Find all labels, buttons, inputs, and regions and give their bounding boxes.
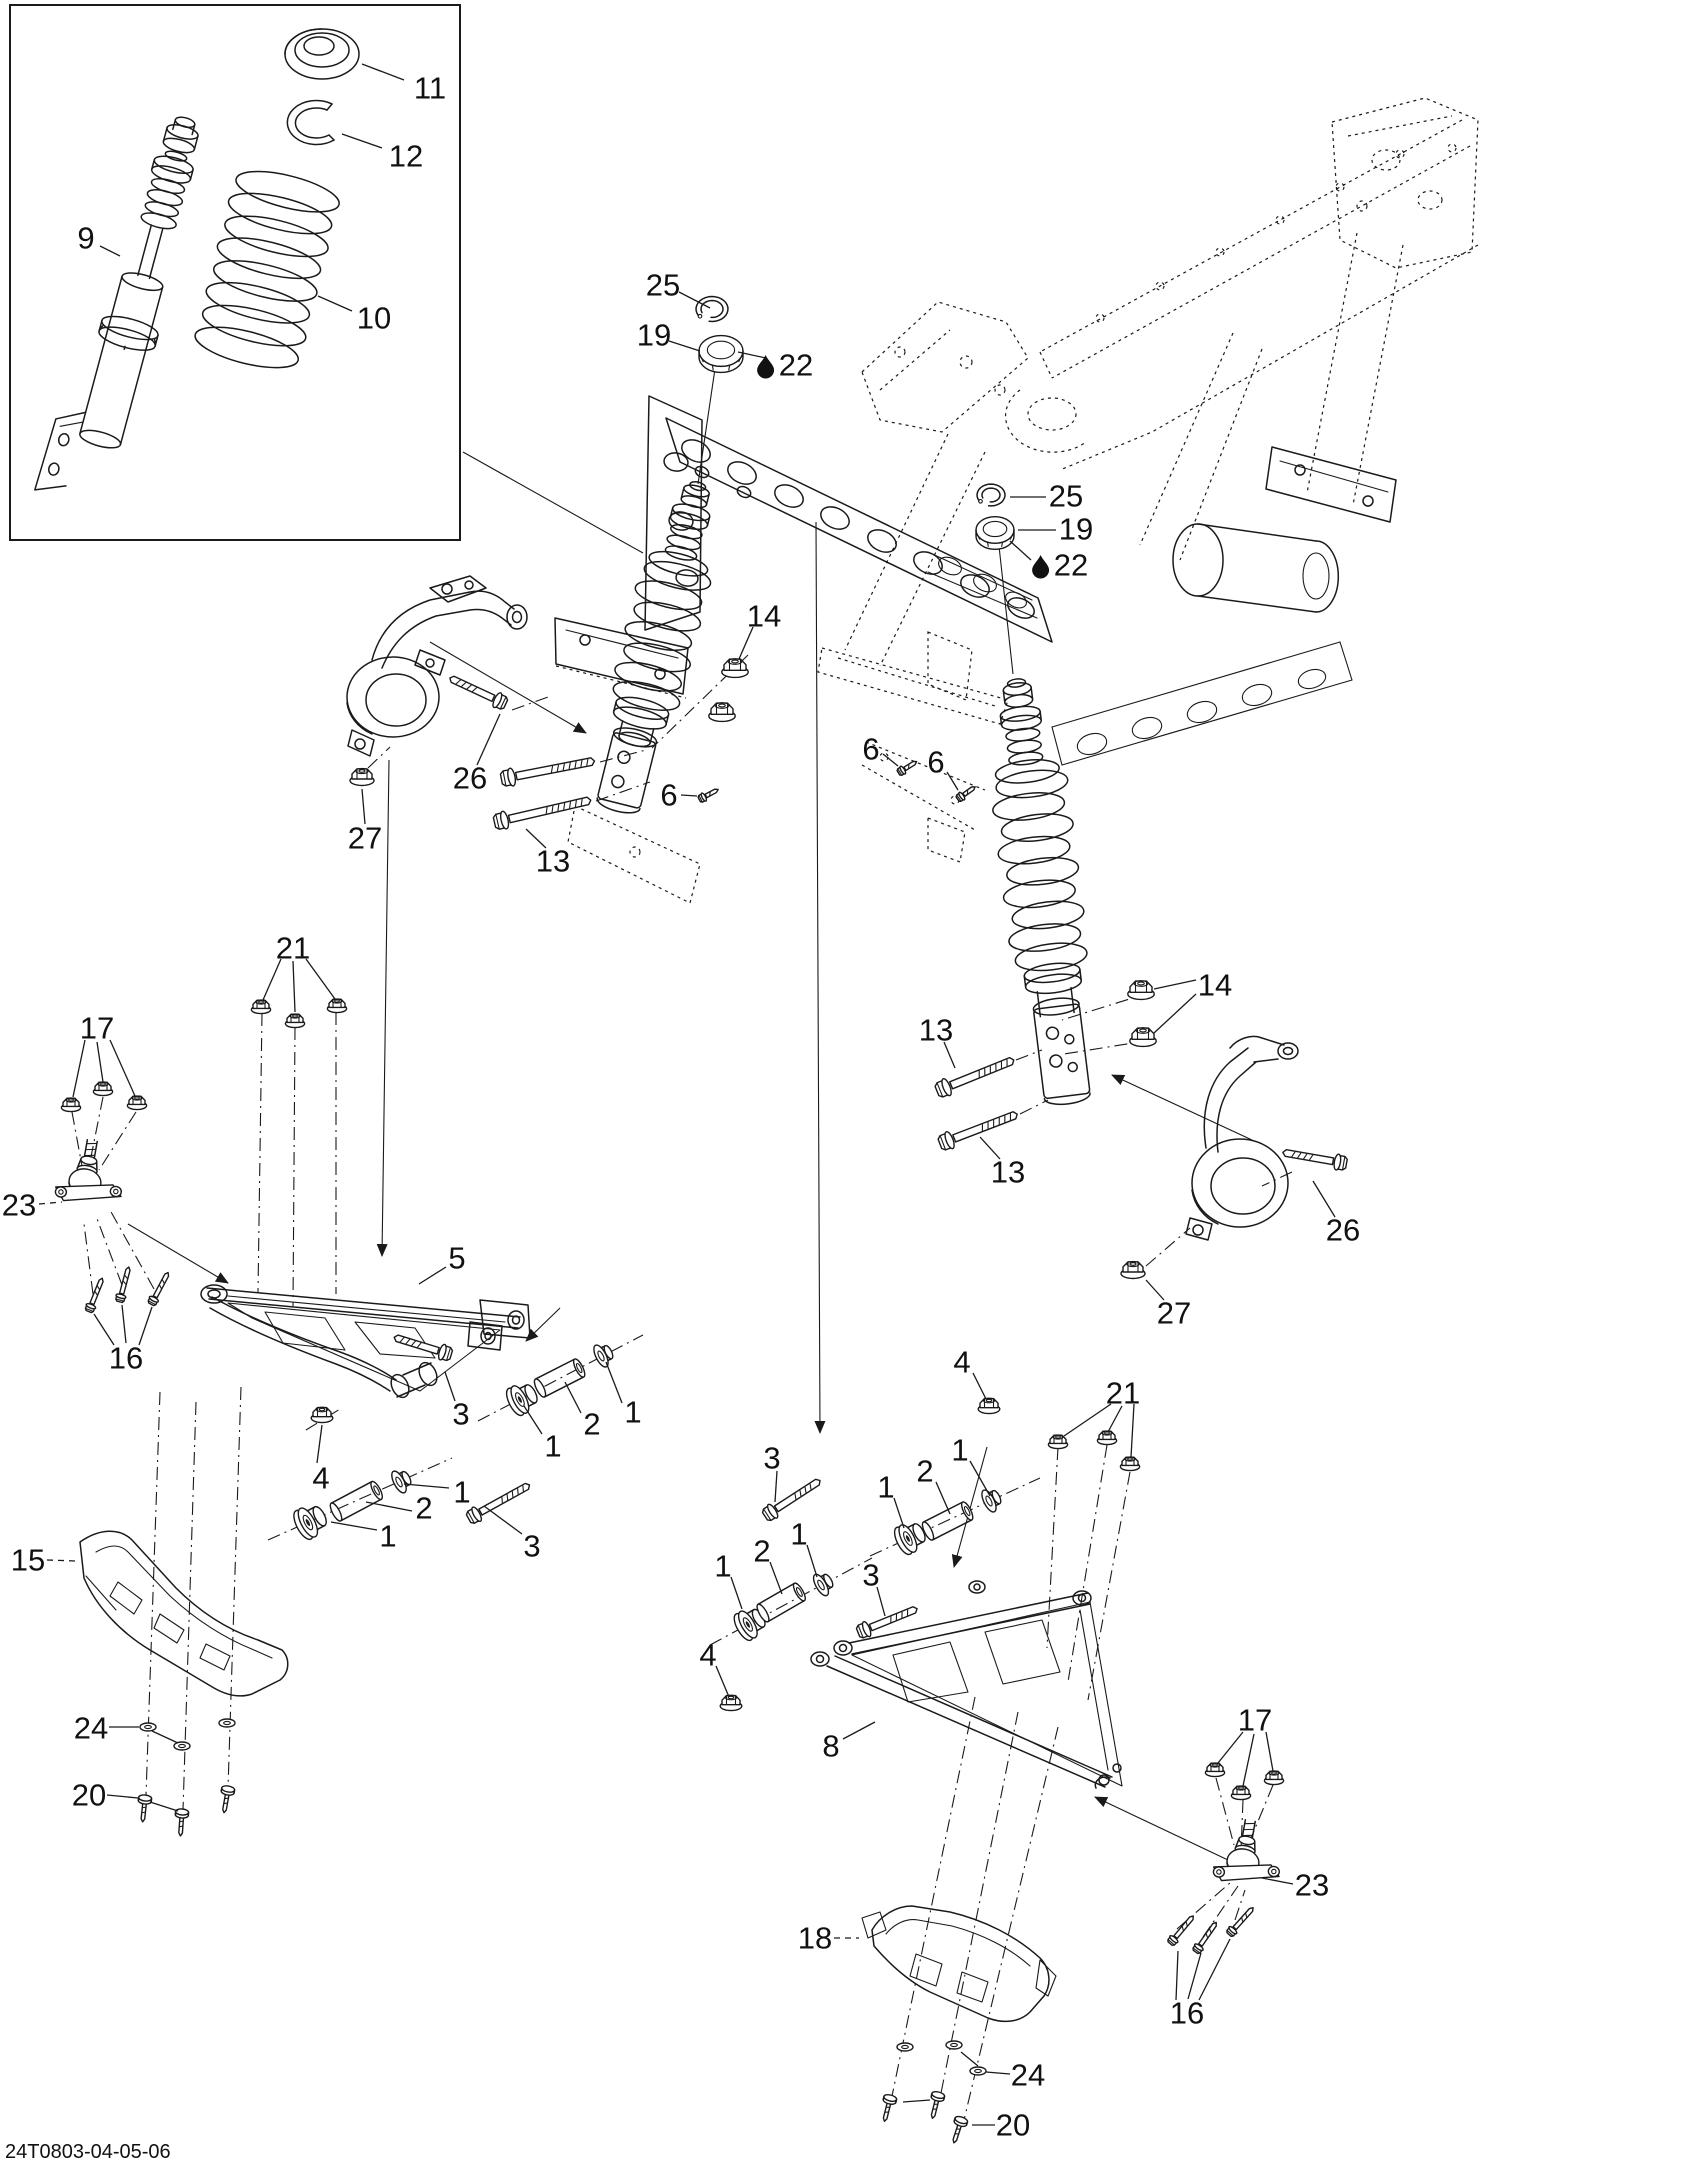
right-shock-assembly [977,674,1107,1108]
flange-nut [350,768,374,785]
flange-nut [1120,1457,1139,1471]
flange-bolt [1166,1913,1197,1947]
right-steering-knuckle [1186,1036,1298,1240]
screw [136,1794,152,1822]
callout-1: 1 [379,1518,397,1554]
callout-1: 1 [453,1474,471,1510]
callout-23: 23 [1,1187,37,1223]
inset-coil-spring [191,163,342,376]
callout-26: 26 [452,760,488,796]
flange-nut [311,1407,333,1422]
washer [970,2067,986,2075]
callout-11: 11 [413,70,447,106]
inset-retaining-ring [287,101,334,145]
bushing-sleeve [755,1582,808,1624]
callout-14: 14 [1197,967,1233,1003]
flange-bolt [446,671,509,712]
callout-24: 24 [1010,2057,1046,2093]
callout-8: 8 [822,1728,840,1764]
callout-20: 20 [71,1777,107,1813]
screw [174,1809,189,1837]
callout-3: 3 [763,1440,781,1476]
screw [878,2094,897,2123]
callout-21: 21 [275,930,311,966]
flange-nut [1128,981,1154,1000]
callout-4: 4 [699,1637,717,1673]
flange-bolt [896,758,919,777]
flange-bolt [147,1270,173,1306]
callout-1: 1 [951,1432,969,1468]
callout-1: 1 [877,1469,895,1505]
flange-bolt [934,1052,1018,1100]
flange-nut [1205,1763,1224,1777]
callout-6: 6 [927,744,945,780]
bushing-cup [290,1500,331,1542]
callout-26: 26 [1325,1212,1361,1248]
flange-bolt [955,783,978,803]
flange-bolt [500,752,596,788]
callout-23: 23 [1294,1867,1330,1903]
flange-nut [285,1014,304,1028]
flange-nut [978,1398,1000,1413]
left-steering-knuckle [347,576,527,756]
screw [218,1785,235,1814]
right-skid-plate [862,1906,1056,2021]
washer [219,1719,235,1727]
callout-6: 6 [660,777,678,813]
ball-joint [1212,1816,1288,1890]
callout-17: 17 [1237,1702,1273,1738]
callout-18: 18 [797,1920,833,1956]
bushing-washer [389,1466,415,1495]
callout-22: 22 [778,347,814,383]
flange-nut [127,1096,146,1110]
flange-bolt [937,1106,1021,1152]
left-lower-a-arm [201,1285,530,1400]
flange-bolt [1225,1904,1257,1937]
inset-spring-cap [285,29,359,79]
callout-2: 2 [415,1490,433,1526]
washer [897,2043,913,2051]
callout-22: 22 [1053,547,1089,583]
flange-nut [251,1000,270,1014]
bushing-sleeve [328,1480,384,1523]
screw [948,2115,969,2145]
flange-bolt [1191,1920,1220,1955]
bushing-washer [979,1485,1005,1514]
callout-6: 6 [862,731,880,767]
callout-3: 3 [452,1396,470,1432]
ball-joint [54,1136,130,1210]
callout-2: 2 [583,1406,601,1442]
left-skid-plate [80,1531,288,1696]
flange-nut [327,999,346,1013]
flange-nut [722,659,748,678]
flange-nut [1130,1028,1156,1047]
flange-nut [720,1695,742,1710]
inset-shock-absorber [35,105,214,510]
construction-lines [72,362,1292,2120]
lock-nut [699,336,743,373]
flange-nut [1097,1431,1116,1445]
callout-13: 13 [535,843,571,879]
callout-16: 16 [108,1340,144,1376]
callout-14: 14 [746,598,782,634]
flange-nut [1231,1786,1250,1800]
callout-25: 25 [1048,478,1084,514]
flange-nut [1264,1771,1283,1785]
flange-bolt [697,786,720,804]
flange-bolt [115,1266,134,1303]
frame-front-structure [555,396,1396,765]
flange-nut [709,703,735,722]
bushing-washer [591,1340,617,1369]
screw [926,2091,945,2120]
callouts [2,64,1360,2143]
snap-ring [977,484,1005,506]
callout-10: 10 [356,300,392,336]
callout-1: 1 [714,1548,732,1584]
callout-9: 9 [77,220,95,256]
flange-nut [1121,1261,1145,1278]
washer [140,1723,156,1731]
oil-drop-icon [1032,555,1049,579]
callout-4: 4 [312,1460,330,1496]
callout-16: 16 [1169,1995,1205,2031]
lock-nut [976,517,1014,550]
callout-17: 17 [79,1010,115,1046]
callout-27: 27 [347,820,383,856]
flange-bolt [465,1478,534,1526]
callout-13: 13 [918,1012,954,1048]
inset-border [10,5,460,540]
callout-20: 20 [995,2107,1031,2143]
callout-3: 3 [523,1528,541,1564]
flange-nut [1048,1435,1067,1449]
snap-ring [696,297,728,322]
drawing-number: 24T0803-04-05-06 [5,2141,171,2163]
callout-21: 21 [1105,1375,1141,1411]
washer [174,1742,190,1750]
callout-2: 2 [916,1453,934,1489]
callout-19: 19 [1058,511,1094,547]
bushing-washer [811,1569,837,1598]
bushing-sleeve [532,1357,587,1398]
callout-12: 12 [388,138,424,174]
flange-bolt [492,791,592,831]
left-shock-assembly [582,473,734,819]
flange-bolt [84,1276,107,1313]
callout-1: 1 [790,1516,808,1552]
flange-bolt [1281,1145,1347,1172]
callout-1: 1 [544,1428,562,1464]
callout-27: 27 [1156,1295,1192,1331]
callout-15: 15 [10,1542,46,1578]
callout-1: 1 [624,1394,642,1430]
callout-2: 2 [753,1533,771,1569]
callout-24: 24 [73,1710,109,1746]
callout-19: 19 [636,317,672,353]
callout-13: 13 [990,1154,1026,1190]
callout-25: 25 [645,267,681,303]
callout-5: 5 [448,1240,466,1276]
washer [946,2041,962,2049]
flange-nut [61,1098,80,1112]
oil-drop-icon [757,355,774,379]
inset-detail-panel [10,5,460,540]
flange-nut [93,1082,112,1096]
callout-3: 3 [862,1557,880,1593]
right-lower-a-arm [811,1581,1122,1788]
callout-4: 4 [953,1344,971,1380]
